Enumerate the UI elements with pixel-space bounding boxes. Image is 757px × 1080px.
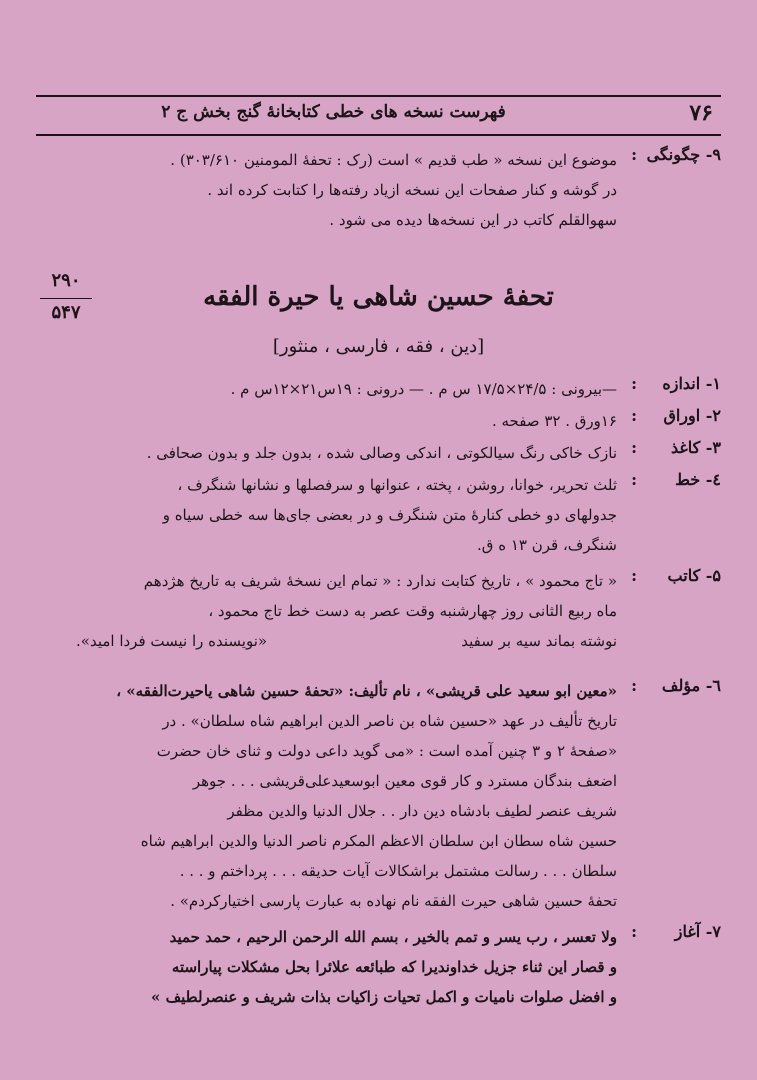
field-label: ۲- اوراق: [663, 406, 721, 425]
field-label: ۱- اندازه: [662, 374, 721, 393]
field-author: ٦- مؤلف : «معین ابو سعید علی قریشی» ، نام تألیف: «تحفهٔ حسین شاهی یاحیرت‌الفقه» ، تاریخ تألیف در عهد «حسین شاه بن ناصر الدین ابراهیم شاه سلطان» . در «صفحهٔ ۲ و ۳ چنین آمده است : «می گوید داعی دولت و ثنای خان حضرت اضعف بندگان مسترد و کار قوی معین ابوسعیدعلی‌قریشی . . . جوهر شریف عنصر لطیف بادشاه دین دار . . جلال الدنیا والدین مظفر حسین شاه سطان ابن سلطان الاعظم المکرم ناصر الدنیا والدین ابراهیم شاه سلطان . . . رسالت مشتمل براشکالات آیات حدیقه . . . پرداختم و . . . تحفهٔ حسین شاهی حیرت الفقه نام نهاده به عبارت پارسی اختیارکردم» .: [116, 676, 721, 910]
field-label: ۷- آغاز: [674, 922, 721, 941]
header-bottom-rule: [36, 134, 721, 136]
entry-number-top: ۲۹۰: [51, 270, 81, 291]
field-label: ٤- خط: [675, 470, 721, 489]
field-label: ۵- کاتب: [667, 566, 721, 585]
entry-fields: [36, 374, 721, 1018]
header-top-rule: [36, 95, 721, 97]
poem-line: نوشته بماند سیه بر سفید «نویسنده را نیست فردا امید».: [76, 632, 617, 650]
field-label: ۹- چگونگی: [646, 145, 721, 164]
entry-title: تحفهٔ حسین شاهی یا حیرة الفقه: [203, 282, 554, 312]
entry-subtitle: [دین ، فقه ، فارسی ، منثور]: [272, 336, 485, 357]
field-scribe: ۵- کاتب : « تاج محمود » ، تاریخ کتابت ندارد : « تمام این نسخهٔ شریف به تاریخ هژدهم ماه ربیع الثانی روز چهارشنبه وقت عصر به دست خط تاج محمود ، نوشته بماند سیه بر سفید «نویسنده را نیست فردا امید».: [36, 566, 721, 676]
entry-number-bottom: ۵۴۷: [51, 302, 81, 323]
field-row: ۹- چگونگی : موضوع این نسخه « طب قدیم » است (رک : تحفهٔ المومنین ۳۰۳/۶۱۰) . در گوشه و کنار صفحات این نسخه ازیاد رفته‌ها را کتابت کرده اند . سهوالقلم کاتب در این نسخه‌ها دیده می شود .: [36, 145, 721, 235]
prev-entry: [36, 145, 721, 235]
running-title: فهرست نسخه های خطی کتابخانهٔ گنج بخش ج ۲: [161, 102, 506, 122]
field-label: ٦- مؤلف: [661, 676, 721, 695]
field-script: ٤- خط : ثلث تحریر، خوانا، روشن ، پخته ، عنوانها و سرفصلها و نشانها شنگرف ، جدولهای دو خطی کنارهٔ متن شنگرف و در بعضی جای‌ها سه خطی سیاه و شنگرف، قرن ۱۳ ه ق.: [162, 470, 721, 554]
field-leaves: ۲- اوراق : ۱۶ورق . ۳۲ صفحه .: [491, 406, 721, 430]
page-header: [36, 98, 721, 132]
field-paper: ۳- کاغذ : نازک خاکی رنگ سیالکوتی ، اندکی وصالی شده ، بدون جلد و بدون صحافی .: [146, 438, 721, 462]
field-body: موضوع این نسخه « طب قدیم » است (رک : تحفهٔ المومنین ۳۰۳/۶۱۰) . در گوشه و کنار صفحات این نسخه ازیاد رفته‌ها را کتابت کرده اند . سهوالقلم کاتب در این نسخه‌ها دیده می شود .: [170, 151, 617, 229]
field-size: ۱- اندازه : —بیرونی : ۲۴/۵×۱۷/۵ س م . — درونی : ۱۹س۲۱×۱۲س م .: [230, 374, 721, 398]
field-incipit: ۷- آغاز : ولا تعسر ، رب یسر و تمم بالخیر ، بسم الله الرحمن الرحیم ، حمد حمید و قصار این ثناء جزیل خداوندیرا که طبائعه علائرا بحل مشکلات پیاراسته و افضل صلوات نامیات و اکمل تحیات زاکیات بذات شریف و عنصرلطیف »: [151, 922, 721, 1006]
page-number: ۷۶: [689, 100, 713, 126]
field-label: ۳- کاغذ: [670, 438, 721, 457]
